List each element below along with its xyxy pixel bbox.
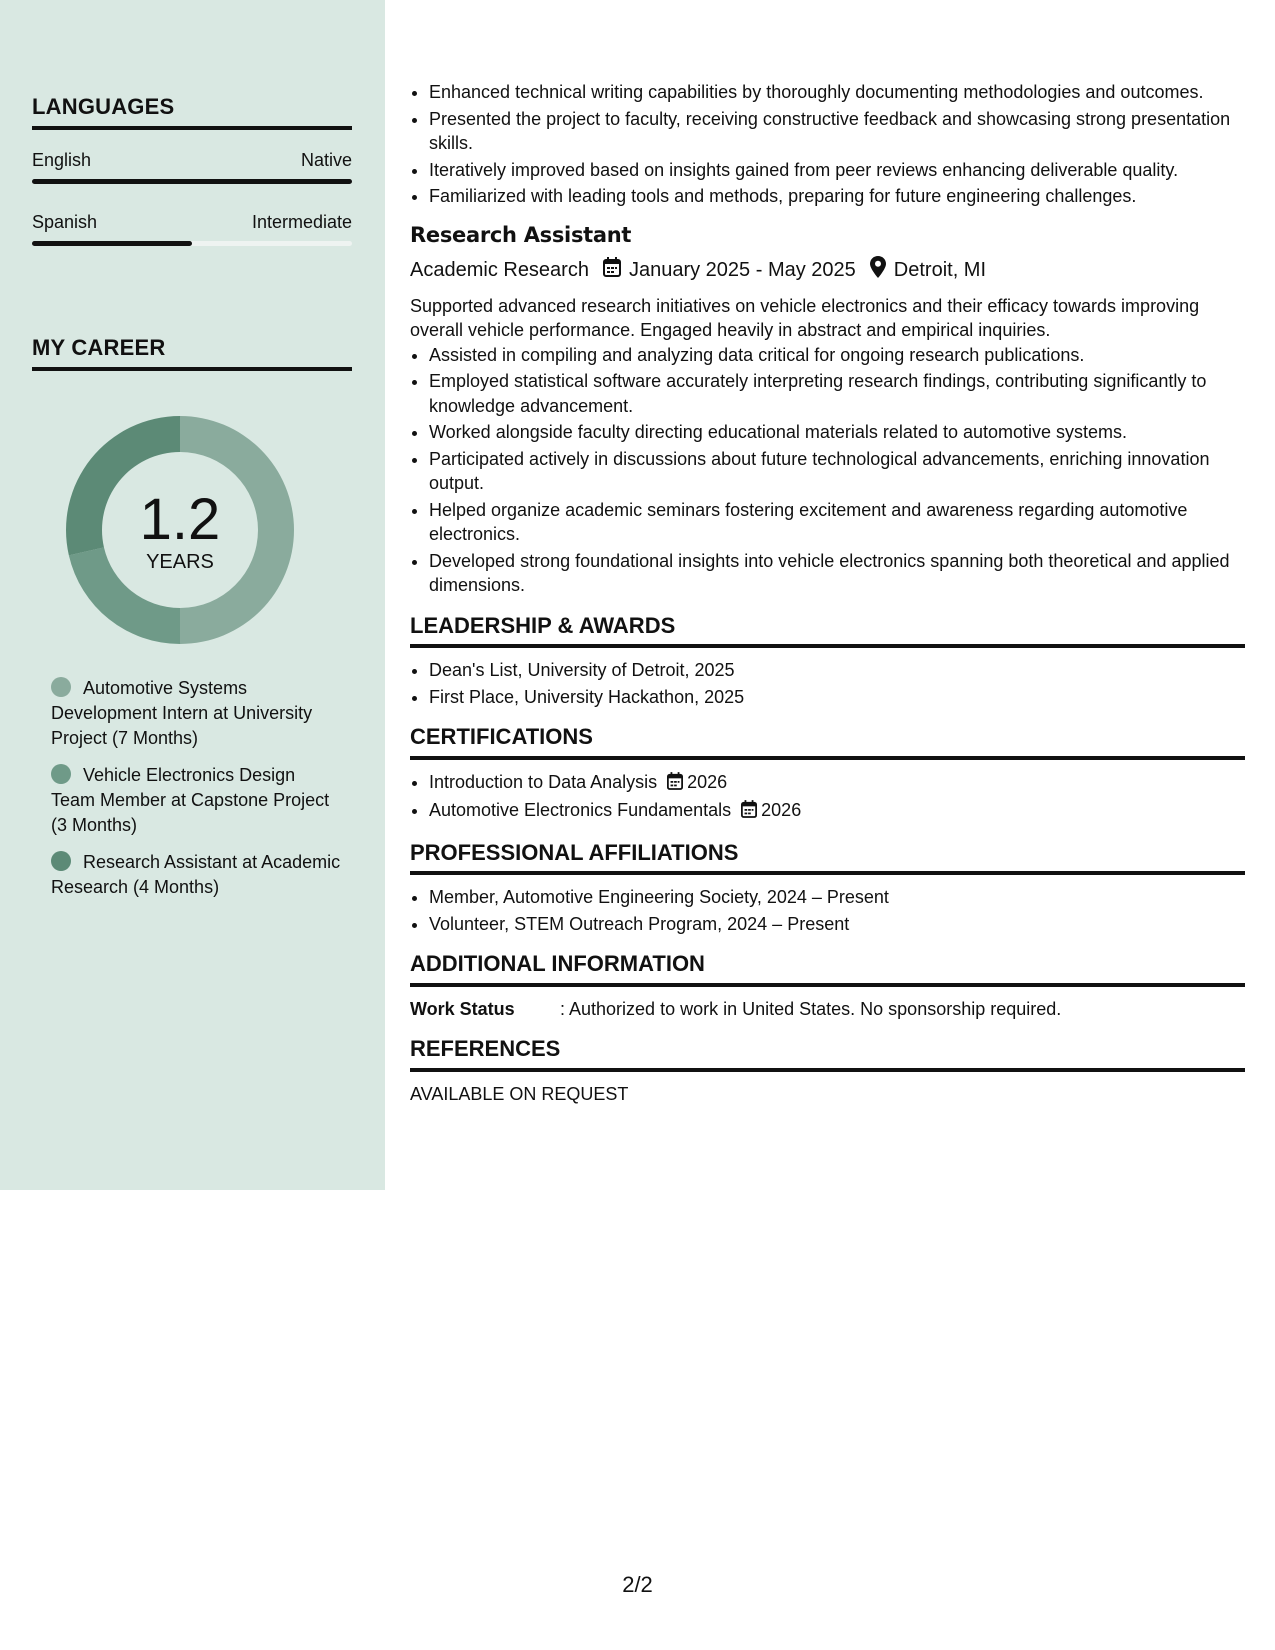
certifications-section xyxy=(410,725,1245,825)
references-text: AVAILABLE ON REQUEST xyxy=(410,1083,629,1104)
certification-name: Introduction to Data Analysis xyxy=(429,771,658,792)
bullet-item: • Volunteer, STEM Outreach Program, 2024 – Present xyxy=(429,912,1245,937)
career-legend-item xyxy=(51,676,341,751)
job-title: Research Assistant xyxy=(410,222,632,247)
languages-section xyxy=(32,94,352,246)
work-status-value: : Authorized to work in United States. No sponsorship required. xyxy=(560,998,1062,1019)
calendar-icon xyxy=(667,772,683,797)
career-heading: MY CAREER xyxy=(32,335,352,371)
calendar-icon xyxy=(741,800,757,825)
language-proficiency-bar xyxy=(32,241,352,246)
job-organization: Academic Research xyxy=(410,259,589,281)
job-dates: January 2025 - May 2025 xyxy=(628,259,856,281)
language-proficiency-bar xyxy=(32,179,352,184)
section-heading: PROFESSIONAL AFFILIATIONS xyxy=(410,841,1245,876)
map-pin-icon xyxy=(870,256,886,285)
affiliations-section xyxy=(410,841,1245,937)
language-item xyxy=(32,212,352,246)
bullet-item: • Worked alongside faculty directing educational materials related to automotive systems. xyxy=(429,420,1245,445)
leadership-section xyxy=(410,614,1245,710)
bullet-item: • Member, Automotive Engineering Society, 2024 – Present xyxy=(429,885,1245,910)
language-item xyxy=(32,150,352,184)
language-proficiency-fill xyxy=(32,241,192,246)
bullet-item: • Dean's List, University of Detroit, 2025 xyxy=(429,658,1245,683)
bullet-item: • Employed statistical software accurately interpreting research findings, contributing significantly to knowledge advancement. xyxy=(429,369,1245,418)
work-status-row xyxy=(410,997,1245,1022)
certification-year: 2026 xyxy=(761,800,802,820)
job-location: Detroit, MI xyxy=(893,259,987,281)
section-heading: CERTIFICATIONS xyxy=(410,725,1245,760)
legend-dot-icon xyxy=(51,764,71,784)
bullet-item: • Participated actively in discussions about future technological advancements, enriching innovation output. xyxy=(429,447,1245,496)
bullet-item: • First Place, University Hackathon, 2025 xyxy=(429,685,1245,710)
bullet-item: • Enhanced technical writing capabilities by thoroughly documenting methodologies and outcomes. xyxy=(429,80,1245,105)
certification-item xyxy=(429,798,1245,825)
language-proficiency-fill xyxy=(32,179,352,184)
career-entry-text: Vehicle Electronics Design Team Member at Capstone Project (3 Months) xyxy=(51,765,330,835)
bullet-item: • Iteratively improved based on insights gained from peer reviews enhancing deliverable quality. xyxy=(429,158,1245,183)
section-heading: ADDITIONAL INFORMATION xyxy=(410,952,1245,987)
section-heading: REFERENCES xyxy=(410,1037,1245,1072)
language-name: Spanish xyxy=(32,212,98,232)
certification-name: Automotive Electronics Fundamentals xyxy=(429,800,732,820)
additional-info-section xyxy=(410,952,1245,1021)
language-name: English xyxy=(32,150,92,170)
career-section xyxy=(32,335,352,371)
job-meta xyxy=(410,256,1245,285)
legend-dot-icon xyxy=(51,851,71,871)
references-section xyxy=(410,1037,1245,1106)
career-legend-item xyxy=(51,850,341,900)
career-entry-text: Research Assistant at Academic Research (4 Months) xyxy=(51,852,341,897)
section-heading: LEADERSHIP & AWARDS xyxy=(410,614,1245,649)
job-entry xyxy=(410,223,1245,598)
sidebar xyxy=(0,0,385,1190)
page-number: 2/2 xyxy=(622,1572,653,1597)
language-level: Native xyxy=(300,150,352,170)
certification-item xyxy=(429,770,1245,797)
certification-year: 2026 xyxy=(687,771,728,792)
previous-job-bullets xyxy=(410,80,1245,209)
career-entry-text: Automotive Systems Development Intern at University Project (7 Months) xyxy=(51,678,313,748)
calendar-icon xyxy=(603,257,621,284)
bullet-item: • Developed strong foundational insights into vehicle electronics spanning both theoretical and applied dimensions. xyxy=(429,549,1245,598)
job-bullets xyxy=(410,343,1245,598)
bullet-item: • Presented the project to faculty, receiving constructive feedback and showcasing strong presentation skills. xyxy=(429,107,1245,156)
job-description: Supported advanced research initiatives on vehicle electronics and their efficacy towards improving overall vehicle performance. Engaged heavily in abstract and empirical inquiries. xyxy=(410,295,1200,340)
bullet-item: • Helped organize academic seminars fostering excitement and awareness regarding automotive electronics. xyxy=(429,498,1245,547)
work-status-label: Work Status xyxy=(410,998,515,1019)
bullet-item: • Familiarized with leading tools and methods, preparing for future engineering challenges. xyxy=(429,184,1245,209)
career-years-unit: YEARS xyxy=(146,551,214,573)
career-total-years: 1.2 xyxy=(139,487,221,552)
career-legend xyxy=(51,676,341,912)
bullet-item: • Assisted in compiling and analyzing data critical for ongoing research publications. xyxy=(429,343,1245,368)
language-level: Intermediate xyxy=(251,212,352,232)
languages-heading: LANGUAGES xyxy=(32,94,352,130)
legend-dot-icon xyxy=(51,677,71,697)
career-donut-chart xyxy=(66,416,294,644)
career-legend-item xyxy=(51,763,341,838)
main-content xyxy=(410,80,1245,1106)
